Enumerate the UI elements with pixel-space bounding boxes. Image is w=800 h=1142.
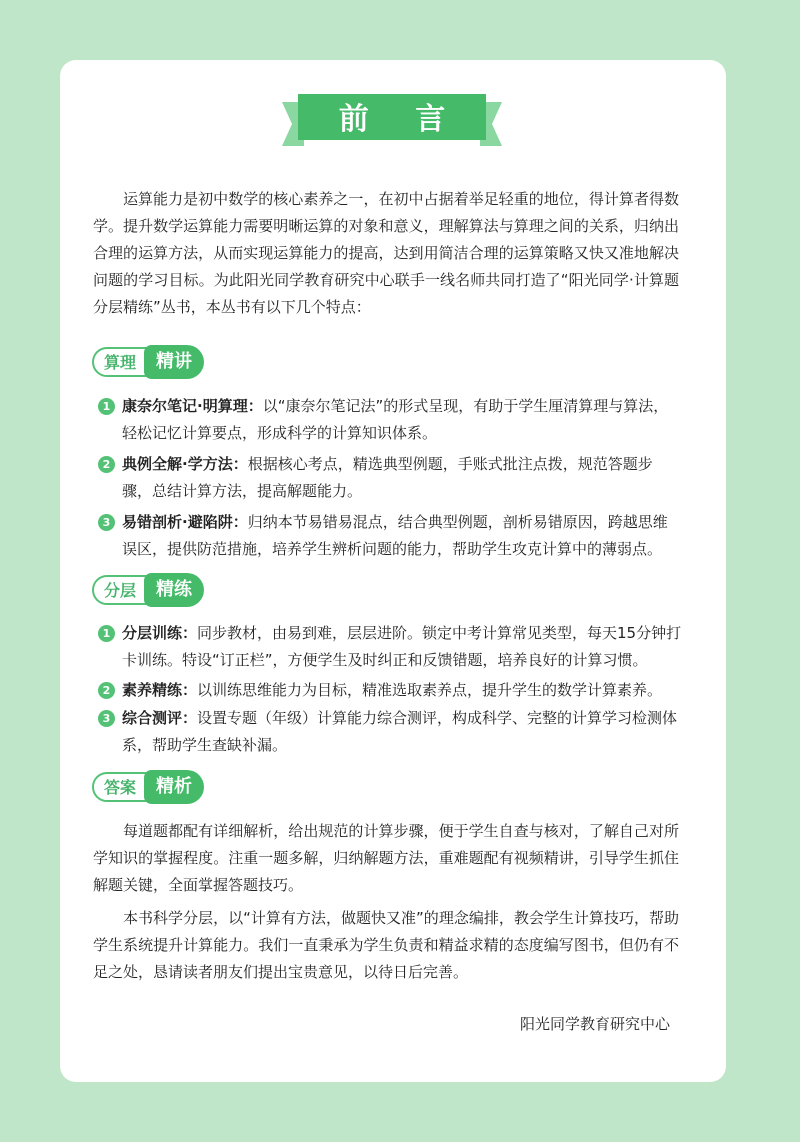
number-badge: 1	[98, 625, 115, 642]
section-header-daan	[92, 770, 204, 804]
list-item	[102, 705, 682, 759]
section-header-tag: 精析	[144, 770, 204, 804]
list-item	[102, 509, 682, 563]
item-text: 同步教材，由易到难，层层进阶。锁定中考计算常见类型，每天15分钟打卡训练。特设“订正栏”，方便学生及时纠正和反馈错题，培养良好的计算习惯。	[122, 624, 682, 669]
title-banner	[282, 94, 502, 146]
number-badge: 3	[98, 710, 115, 727]
list-item	[102, 393, 682, 447]
item-text: 归纳本节易错易混点，结合典型例题，剖析易错原因，跨越思维误区，提供防范措施，培养学生辨析问题的能力，帮助学生攻克计算中的薄弱点。	[122, 513, 668, 558]
number-badge: 3	[98, 514, 115, 531]
item-label: 分层训练：	[122, 624, 198, 642]
section-header-label: 分层	[92, 575, 148, 605]
item-text: 以“康奈尔笔记法”的形式呈现，有助于学生厘清算理与算法，轻松记忆计算要点，形成科学的计算知识体系。	[122, 397, 669, 442]
section-header-label: 算理	[92, 347, 148, 377]
section-header-suanli	[92, 345, 204, 379]
item-text: 设置专题（年级）计算能力综合测评，构成科学、完整的计算学习检测体系，帮助学生查缺补漏。	[122, 709, 678, 754]
list-item	[102, 451, 682, 505]
item-label: 康奈尔笔记·明算理：	[122, 397, 263, 415]
signature: 阳光同学教育研究中心	[520, 1015, 671, 1033]
section-header-tag: 精讲	[144, 345, 204, 379]
item-text: 根据核心考点，精选典型例题，手账式批注点拨，规范答题步骤，总结计算方法，提高解题能力。	[122, 455, 653, 500]
item-label: 易错剖析·避陷阱：	[122, 513, 248, 531]
item-label: 素养精练：	[122, 681, 198, 699]
item-text: 以训练思维能力为目标，精准选取素养点，提升学生的数学计算素养。	[197, 681, 663, 699]
list-item	[102, 620, 682, 674]
item-label: 综合测评：	[122, 709, 198, 727]
number-badge: 2	[98, 682, 115, 699]
section-header-tag: 精练	[144, 573, 204, 607]
number-badge: 1	[98, 398, 115, 415]
number-badge: 2	[98, 456, 115, 473]
item-label: 典例全解·学方法：	[122, 455, 248, 473]
answer-paragraph-2: 本书科学分层，以“计算有方法，做题快又准”的理念编排，教会学生计算技巧，帮助学生系统提升计算能力。我们一直秉承为学生负责和精益求精的态度编写图书，但仍有不足之处，恳请读者朋友们提出宝贵意见，以待日后完善。	[93, 909, 679, 981]
section-header-fenceng	[92, 573, 204, 607]
section-header-label: 答案	[92, 772, 148, 802]
answer-paragraph-1: 每道题都配有详细解析，给出规范的计算步骤，便于学生自查与核对，了解自己对所学知识的掌握程度。注重一题多解，归纳解题方法，重难题配有视频精讲，引导学生抓住解题关键，全面掌握答题技巧。	[93, 822, 679, 894]
page-title: 前 言	[338, 102, 464, 137]
list-item	[102, 677, 682, 704]
intro-paragraph: 运算能力是初中数学的核心素养之一，在初中占据着举足轻重的地位，得计算者得数学。提升数学运算能力需要明晰运算的对象和意义，理解算法与算理之间的关系，归纳出合理的运算方法，从而实现运算能力的提高，达到用简洁合理的运算策略又快又准地解决问题的学习目标。为此阳光同学教育研究中心联手一线名师共同打造了“阳光同学·计算题分层精练”丛书，本丛书有以下几个特点：	[93, 190, 679, 316]
